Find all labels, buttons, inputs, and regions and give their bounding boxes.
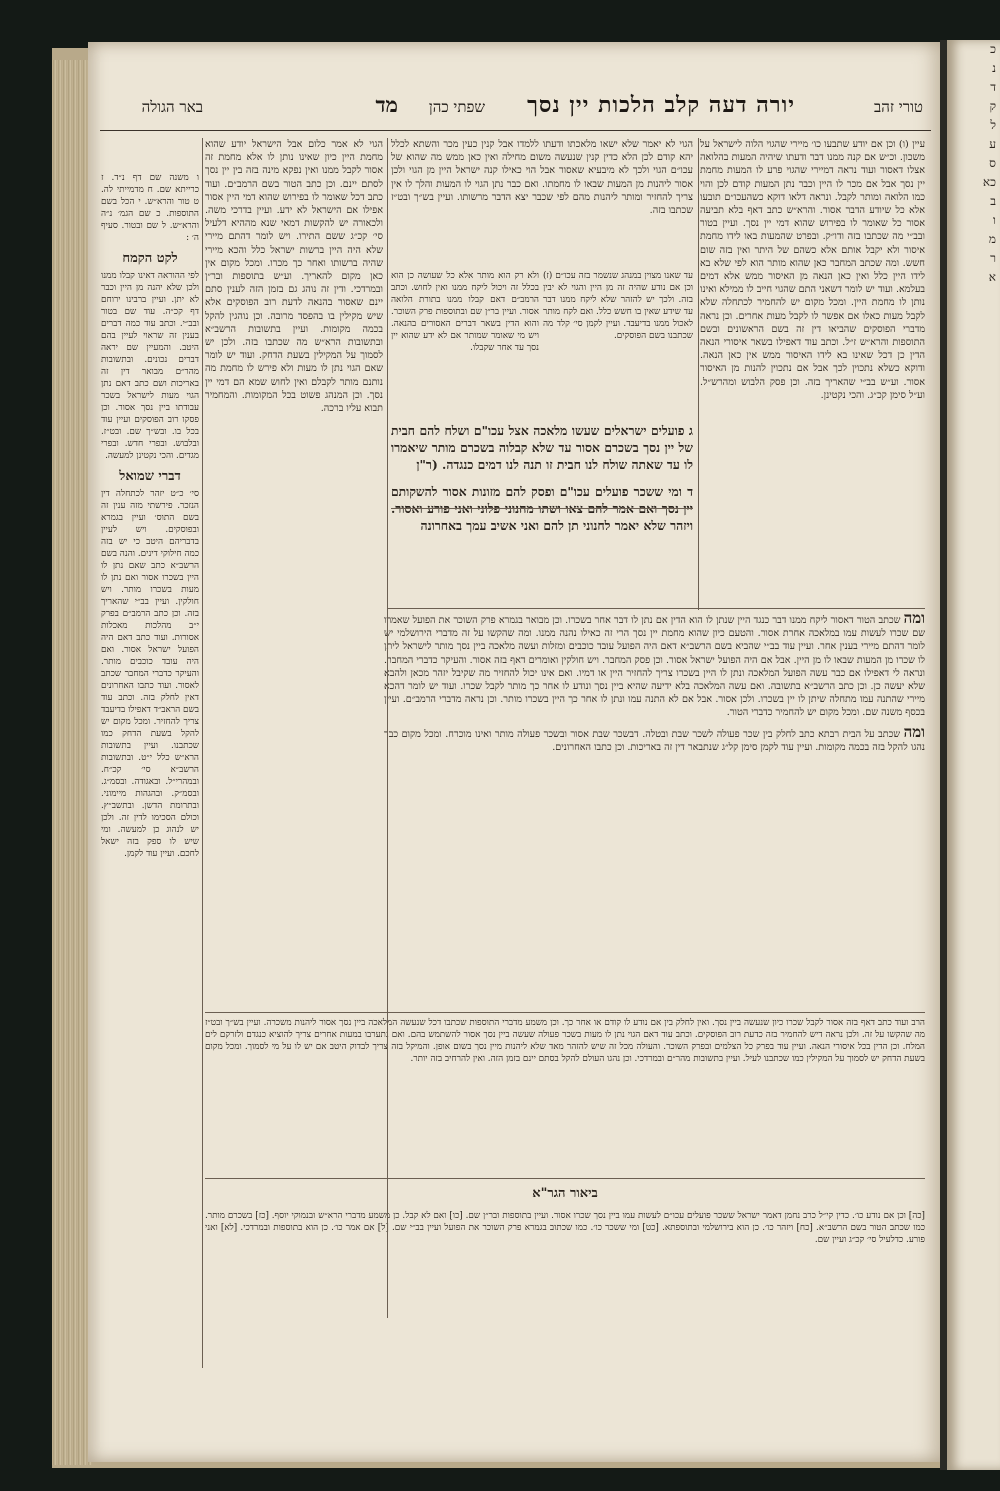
section-divider	[205, 1178, 925, 1179]
commentary-text: הגוי לא אמר כלום אבל הישראל יודע שהוא מחמת היין כיון שאינו נותן לו אלא מחמת זה אסור לקבל ממנו ואין נפקא מינה בזה בין יין נסך לסתם יינם. וכן כתב הטור בשם הרמב״ם. ועוד כתב דכל שאומר לו בפירוש שהוא דמי היין אסור אפילו אם הישראל לא ידע. ועיין בדרכי משה. ולכאורה יש להקשות דמאי שנא מההיא דלעיל סי׳ קכ״ג ששם התירו. ויש לומר דהתם מיירי שלא היה היין ברשות ישראל כלל והכא מיירי שהיה ברשותו ואחר כך מכרו. ומכל מקום אין כאן מקום להאריך. וע״ש בתוספות ובר״ן ובמרדכי. ודין זה נוהג גם בזמן הזה לענין סתם יינם שאסור בהנאה לדעת רוב הפוסקים אלא שיש מקילין בו בהפסד מרובה. וכן נוהגין להקל בכמה מקומות. ועיין בתשובות הרשב״א ובתשובות הרא״ש מה שכתבו בזה. ולכן יש לסמוך על המקילין בשעת הדחק. ועוד יש לומר שאם הגוי נתן לו מעות ולא פירש לו מחמת מה נותנם מותר לקבלם ואין לחוש שמא הם דמי יין נסך. וכן המנהג פשוט בכל המקומות. והמחמיר תבוא עליו ברכה.	[205, 139, 383, 415]
section-divider	[388, 608, 925, 609]
book-page	[88, 42, 943, 1462]
siftei-kohen-box-left	[391, 270, 539, 420]
section-divider	[205, 1012, 925, 1013]
turei-zahav-lower	[384, 612, 925, 1012]
turei-zahav-bottom	[205, 1017, 925, 1177]
header-beer-hagolah: באר הגולה	[141, 98, 203, 116]
running-header	[88, 92, 943, 128]
shulchan-aruch-seif: ד ומי ששכר פועלים עכו"ם ופסק להם מזונות אסור להשקותם יין נסך ואם אמר להם צאו ושתו מחנוני פלוני ואני פורע ואסור. ויזהר שלא יאמר לחנוני תן להם ואני אשיב עמך באחרונה	[391, 484, 693, 533]
dibur-hamatchil-marker: ומה	[903, 722, 925, 741]
siftei-kohen-box-right	[543, 270, 693, 420]
column-divider	[387, 138, 388, 1318]
shulchan-aruch-section	[391, 422, 693, 592]
commentary-text: ומה שכתב הטור דאסור ליקח ממנו דבר כנגד היין שנתן לו הוא הדין אם נתן לו דבר אחר בשכרו. וכן מבואר בגמרא פרק השוכר את הפועל שאמרו שם שכרו לעשות עמו במלאכה אחרת אסור. והטעם כיון שהוא מחמת יין נסך הרי זה כאילו נהנה ממנו. ומה שהקשו על זה מדברי הירושלמי יש לומר דהתם מיירי בענין אחר. ועיין עוד בב״י שהביא בשם הרשב״א דאם היה הפועל עובד כוכבים ומזלות ועשה מלאכה ביין נסך מותר לישראל ליתן לו שכרו מן המעות שבאו לו מן היין. אבל אם היה הפועל ישראל אסור. וכן פסק המחבר. ויש חולקין ואומרים דאף בזה אסור. והעיקר כדברי המחבר. ונראה לי דאפילו אם כבר עשה הפועל המלאכה ונתן לו היין בשכרו צריך להחזיר היין או דמיו. ואם אינו יכול להחזיר מה שקיבל יזהר מכאן ולהבא שלא יעשה כן. וכן כתב הרשב״א בתשובה. ואם עשה המלאכה בלא ידיעה שהיא ביין נסך ונודע לו אחר כך מותר לקבל שכרו. ועוד יש לומר דהכא מיירי שהתנה עמו מתחלה שיתן לו יין בשכרו. ולכן אסור. אבל אם לא התנה עמו ונתן לו אחר כך היין בשכרו מותר. וכן נראה מדברי הרמב״ם. ועיין בכסף משנה שם. ומכל מקום יש להחמיר כדברי הטור.	[384, 612, 925, 720]
facing-page-edge: כ נ ד ק ל ע ס כא ב ו מ ר א	[947, 40, 1000, 1470]
commentary-text: ולא רק הוא מותר אלא כל שעושה כן הוא בכלל זה ויכול ליקח ממנו ואין לחוש. וכתב הרמב״ם דאם קבלו ממנו בתורת הלואה אסור. ועיין בר״ן שם ובתוספות פרק השוכר. והוא הדין בשאר דברים האסורים בהנאה. ויש מי שאומר שמותר אם לא ידע שהוא יין נסך עד אחר שקבלו.	[391, 271, 539, 353]
commentary-text: [כה] וכן אם נודע כו׳. כדין קי״ל כרב נחמן דאמר ישראל ששכר פועלים עכו״ם לעשות עמו ביין נסך שכרו אסור. ועיין בתוספות ובר״ן שם. [כו] ואם לא קבל. כן משמע מדברי הרא״ש ובנמוקי יוסף. [כז] בשכרם מותר. כמו שכתב הטור בשם הרשב״א. [כח] ויזהר כו׳. כן הוא בירושלמי ובתוספתא. [כט] ומי ששכר כו׳. כמו שכתוב בגמרא פרק השוכר את הפועל ועיין בב״י שם. [ל] אם אמר כו׳. כן הוא בתוספות ובמרדכי. [לא] ואני פורע. כדלעיל סי׳ קכ״ג ועיין שם.	[205, 1211, 925, 1245]
leket-hakemach-text: לפי ההוראה דאינו קבלו ממנו ולכן שלא יהנה מן היין וכבר לא יתן. ועיין ברבינו ירוחם דף קכ״ה. עוד שם בטור ובב״י. וכתב עוד כמה דברים בענין זה שראוי לעיין בהם היטב. והמעיין שם יראה דברים נכונים. ובתשובות מהר״ם מבואר דין זה באריכות ושם כתב דאם נתן הגוי מעות לישראל בשכר עבודתו ביין נסך אסור. וכן פסקו רוב הפוסקים ועיין עוד בכל בו. ובש״ך שם. ובט״ז. ובלבוש. ובפרי חדש. ובפרי מגדים. והכי נקטינן למעשה.	[101, 271, 199, 461]
divrei-shmuel-title: דברי שמואל	[119, 469, 181, 484]
page-edges	[52, 60, 92, 1465]
commentary-text: עיין (ו) וכן אם יודע שתבעו כו׳ מיירי שהגוי הלוה לישראל על משכון. וכ״ש אם קנה ממנו דבר ודעתו שיהיה המעות בהלואה אצלו דאסור ועוד נראה דמיירי שהגוי פרע לו המעות מחמת יין נסך אבל אם מכר לו היין וכבר נתן המעות קודם לכן והוי כמו הלואה ומותר לקבל. ונראה דלאו דוקא כשהעכו״ם תובעו אלא כל שיודע הדבר אסור. והרא״ש כתב דאף בלא תביעה אסור כל שאומר לו בפירוש שהוא דמי יין נסך. ועיין בטור ובב״י מה שכתבו בזה ודו״ק. ובפרט שהמעות באו לידו מחמת איסור ולא יקבל אותם אלא כשהם של היתר ואין בזה שום חשש. ומה שכתב המחבר כאן שהוא מותר הוא לפי שלא בא לידו היין כלל ואין כאן הנאה מן האיסור ממש אלא דמים בעלמא. ועוד יש לומר דשאני התם שהגוי חייב לו ממילא ואינו נותן לו מחמת היין. ומכל מקום יש להחמיר לכתחלה שלא לקבל מעות כאלו אם אפשר לו לקבל מעות אחרים. וכן נראה מדברי הפוסקים שהביאו דין זה בשם הראשונים ובשם התוספות והרא״ש ז״ל. וכתב עוד דאפילו בשאר איסורי הנאה הדין כן דכל שאינו בא לידו האיסור ממש אין כאן הנאה. ודוקא כשלא נתכוין לכך אבל אם נתכוין להנות מן האיסור אסור. וע״ש בב״י שהאריך בזה. וכן פסק הלבוש ומהרש״ל. וע״ל סימן קכ״ג. והכי נקטינן.	[700, 139, 925, 401]
leket-hakemach-title: לקט הקמח	[122, 251, 178, 266]
header-turei-zahav: טורי זהב	[873, 98, 923, 116]
shulchan-aruch-seif: ג פועלים ישראלים שעשו מלאכה אצל עכו"ם ושלח להם חבית של יין נסך בשכרם אסור עד שלא קבלוה בשכרם מותר שיאמרו לו עד שאתה שולח לנו חבית זו תנה לנו דמים כנגדה. (ר"ן	[391, 423, 693, 472]
divrei-shmuel-text: סי׳ כ״ט יזהר לכתחלה דין הנזכר. פירשתי מזה ענין זה בשם התוס׳ ועיין בגמרא ובפוסקים. ויש לעיין בדבריהם היטב כי יש בזה כמה חילוקי דינים. והנה בשם הרשב״א כתב שאם נתן לו היין בשכרו אסור ואם נתן לו מעות בשכרו מותר. ויש חולקין. ועיין בב״י שהאריך בזה. וכן כתב הרמב״ם בפרק י״ב מהלכות מאכלות אסורות. ועוד כתב דאם היה הפועל ישראל אסור. ואם היה עובד כוכבים מותר. והעיקר כדברי המחבר שכתב לאסור. ועוד כתבו האחרונים דאין לחלק בזה. וכתב עוד בשם הראב״ד דאפילו בדיעבד צריך להחזיר. ומכל מקום יש להקל בשעת הדחק כמו שכתבנו. ועיין בתשובות הרא״ש כלל י״ט. ובתשובות הרשב״א סי׳ קכ״ח. ובמהרי״ל. ובאגודה. ובסמ״ג. ובסמ״ק. ובהגהות מיימוני. ובתרומת הדשן. ובתשב״ץ. וכולם הסכימו לדין זה. ולכן יש לנהוג כן למעשה. ומי שיש לו ספק בזה ישאל לחכם. ועיין עוד לקמן.	[101, 489, 199, 859]
commentary-text: הרב ועוד כתב דאף בזה אסור לקבל שכרו כיון שנעשה ביין נסך. ואין לחלק בין אם נודע לו קודם או אחר כך. וכן משמע מדברי התוספות שכתבו דכל שנעשה המלאכה ביין נסך אסור ליהנות משכרה. ועיין בש״ך ובט״ז מה שהקשו על זה. ולכן נראה דיש להחמיר בזה כדעת רוב הפוסקים. וכתב עוד דאם הגוי נתן לו מעות בשכר פעולה שעשה ביין נסך אסור להשתמש בהם. ואם נתערבו במעות אחרים צריך להוציא כנגדם ולזרקם לים המלח. וכן הדין בכל איסורי הנאה. ועיין עוד בפרק כל הצלמים ובפרק השוכר. והעולה מכל זה שיש להזהר מאד שלא ליהנות מיין נסך בשום אופן. והמיקל בזה צריך לבדוק היטב אם יש לו על מי לסמוך. ומכל מקום בשעת הדחק יש לסמוך על המקילין כמו שכתבנו לעיל. ועיין בתשובות מהר״ם ובמרדכי. וכן נהגו העולם להקל בסתם יינם בזמן הזה. ואין להרחיב בזה יותר.	[205, 1018, 925, 1064]
beer-hagolah-text: ו משנה שם דף נ״ד. ז כרייתא שם. ח מדמייתי לה. ט טור והרא״ש. י הכל בשם התוספות. כ שם הגמ׳ נ״ה והרא״ש. ל שם ובטור. סעיף ה׳ :	[101, 173, 199, 243]
header-siman-number: מד	[375, 92, 398, 117]
header-rule	[100, 130, 931, 131]
column-divider	[202, 138, 203, 1368]
siftei-kohen-top	[391, 138, 693, 268]
commentary-text: עד שאנו מצוין במנהג שנשמר בזה עכו״ם (ז) וכן אם נודע שהיה זה מן היין והגוי לא יבין בזה. ולכך יש להזהר שלא ליקח ממנו דבר עד שידע שאין בו חשש כלל. ואם לקח מותר לאכול ממנו בדיעבד. ועיין לקמן סי׳ קלד מה שכתבנו בשם הפוסקים.	[543, 271, 693, 341]
commentary-text: ומה שכתב על הבית רבתא כתב לחלק בין שכר פעולה לשכר שבת ובטלה. דבשכר שבת אסור ובשכר פעולה מותר ואינו מוכרח. ומכל מקום כבר נהגו להקל בזה בכמה מקומות. ועיין עוד לקמן סימן קל״ג שנתבאר דין זה באריכות. וכן כתבו האחרונים.	[384, 722, 925, 753]
header-main-title: יורה דעה קלב הלכות יין נסך	[527, 92, 795, 118]
section-divider	[391, 508, 693, 509]
header-siftei-kohen: שפתי כהן	[428, 98, 485, 116]
biur-hagra	[205, 1210, 925, 1320]
side-commentaries	[101, 172, 199, 1362]
siftei-kohen-column	[205, 138, 383, 806]
dibur-hamatchil-marker: ומה	[903, 612, 925, 627]
commentary-text: הגוי לא יאמר שלא ישאו מלאכתו ודעתו ללמדו אבל קנין כעין מכר והשתא לכלל יהא קודם לכן הלא כדין קנין שנעשה משום מחילה ואין כאן ממש מה שהוא של עכו״ם הגוי ולכך לא מיבעיא שאסור אבל הוי כאילו קנה ישראל היין מן הגוי ולכן אסור ליהנות מן המעות שבאו לו מחמתו. ואם כבר נתן הגוי לו המעות והלך לו אין צריך להחזיר ומותר ליהנות מהם לפי שכבר יצא הדבר מרשותו. ועיין בש״ך ובט״ז שכתבו בזה.	[391, 139, 693, 217]
gra-title: ביאור הגר"א	[532, 1186, 598, 1201]
column-divider	[698, 138, 699, 610]
